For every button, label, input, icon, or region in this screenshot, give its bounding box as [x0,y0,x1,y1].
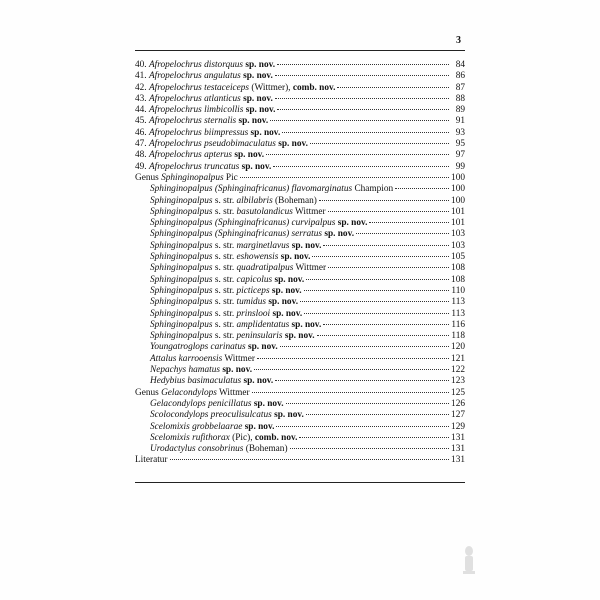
toc-entry [135,150,465,161]
toc-entry [135,207,465,218]
toc-entry-title-part: sp. nov. [271,285,302,296]
toc-entry-page: 93 [455,127,465,138]
toc-entry-title-part: Afropelochrus distorquus [148,60,244,70]
toc-entry-title-part: Literatur [135,455,168,466]
toc-entry-title [135,128,280,139]
toc-entry-title-part: Sphinginopalpus [161,172,224,183]
toc-entry-title-part: capicolus [236,274,273,285]
toc-entry-title-part: prinslooi [236,308,271,319]
toc-entry [135,162,465,173]
toc-entry-title-part: Afropelochrus pseudobimaculatus [148,139,276,150]
toc-dot-leader [170,459,449,460]
toc-entry-title-part: sp. nov. [222,365,253,376]
toc-entry-title-part: Afropelochrus limbicollis [148,105,244,116]
toc-entry-title-part: (Wittmer), [249,82,293,93]
toc-entry-title [150,252,310,263]
toc-entry-title-part: sp. nov. [243,71,273,82]
toc-dot-leader [254,369,449,370]
toc-entry-page: 97 [455,150,465,161]
toc-entry [135,365,465,376]
toc-dot-leader [310,143,449,144]
toc-entry-title [150,410,304,421]
toc-entry-title-part: Afropelochrus apterus [148,150,233,161]
toc-entry-title [150,229,354,240]
toc-dot-leader [319,200,449,201]
toc-entry-page: 118 [451,331,465,342]
toc-entry-title-part: Afropelochrus angulatus [148,71,241,82]
toc-entry-title [150,275,304,286]
toc-entry [135,241,465,252]
toc-entry-title-part: sp. nov. [284,331,315,342]
toc-entry-title-part: Sphinginopalpus [150,308,213,319]
toc-dot-leader [323,324,449,325]
toc-entry-title [150,286,302,297]
toc-entry-title-part: sp. nov. [278,139,308,150]
toc-dot-leader [286,403,449,404]
toc-entry-title-part: Wittmer [293,263,327,274]
toc-entry-title-part: s. str. [212,195,237,206]
toc-entry-page: 99 [455,161,465,172]
toc-dot-leader [304,290,449,291]
toc-entry [135,196,465,207]
toc-entry-title [150,342,278,353]
toc-entry-page: 110 [451,285,465,296]
toc-entry [135,320,465,331]
toc-entry [135,218,465,229]
toc-entry-title [150,399,284,410]
toc-entry-title-part: Sphinginopalpus (Sphinginafricanus) flavomarginatus [150,184,353,195]
toc-entry-title-part: 42. [135,82,149,93]
toc-entry-title-part: sp. nov. [245,60,276,70]
toc-entry-title-part: 49. [135,161,149,172]
toc-entry-page: 101 [451,206,465,217]
toc-entry-title [135,388,250,399]
toc-entry-title [150,218,367,229]
toc-entry-title [150,196,317,207]
toc-entry-page: 131 [451,455,465,466]
toc-entry-page: 123 [451,376,465,387]
toc-entry [135,83,465,94]
toc-entry-title-part: sp. nov. [337,218,368,229]
toc-entry [135,297,465,308]
toc-entry-title-part: amplidentatus [236,319,290,330]
toc-entry-page: 113 [451,308,465,319]
toc-entry-title-part: s. str. [212,274,237,285]
toc-entry-title-part: peninsularis [236,331,283,342]
toc-entry [135,139,465,150]
toc-entry-title-part: sp. nov. [291,240,322,251]
toc-entry-page: 121 [451,353,465,364]
toc-entry-title-part: Wittmer [216,387,250,398]
toc-entry-title [135,71,273,82]
toc-dot-leader [395,188,449,189]
toc-entry-title-part: sp. nov. [280,252,311,263]
toc-entry-title-part: Sphinginopalpus [150,206,213,217]
toc-entry-title [150,433,297,444]
toc-dot-leader [277,109,449,110]
toc-entry [135,331,465,342]
toc-dot-leader [328,211,449,212]
toc-entry-page: 105 [451,252,465,263]
toc-entry-title-part: 41. [135,71,149,82]
toc-entry-title [150,365,252,376]
toc-entry-title-part: s. str. [212,263,237,274]
toc-entry-title-part: Scelomixis rufithorax [150,432,230,443]
toc-entry-title-part: Sphinginopalpus [150,252,213,263]
toc-entry-title [150,263,326,274]
toc-dot-leader [323,245,449,246]
toc-entry-page: 125 [451,387,465,398]
toc-entry-page: 86 [455,71,465,82]
toc-entry-title-part: sp. nov. [243,93,273,104]
toc-entry [135,410,465,421]
toc-entry-title-part: sp. nov. [272,308,303,319]
toc-entry-title-part: (Boheman) [243,444,288,455]
toc-entry-title [135,139,308,150]
toc-entry-title-part: sp. nov. [243,376,274,387]
toc-entry [135,388,465,399]
toc-entry-title-part: Sphinginopalpus [150,297,213,308]
toc-entry-title [135,105,275,116]
toc-entry [135,105,465,116]
toc-dot-leader [275,75,449,76]
toc-entry-title-part: comb. nov. [254,432,298,443]
toc-dot-leader [280,346,449,347]
toc-dot-leader [337,87,449,88]
toc-entry-title-part: Wittmer [222,353,255,364]
toc-entry-title [135,116,268,127]
toc-entry [135,60,465,71]
toc-entry-page: 113 [451,297,465,308]
page-number: 3 [456,35,461,46]
toc-entry [135,128,465,139]
toc-entry-title-part: sp. nov. [253,398,284,409]
toc-entry [135,116,465,127]
toc-entry-title-part: sp. nov. [241,161,272,172]
toc-entry [135,444,465,455]
toc-entry-title-part: Scolocondylops preoculisulcatus [150,410,272,421]
toc-dot-leader [270,120,449,121]
toc-dot-leader [300,301,449,302]
toc-entry-title-part: 44. [135,105,149,116]
toc-entry-title [135,150,264,161]
toc-entry-title-part: 40. [135,60,149,70]
toc-entry-title-part: picticeps [236,285,270,296]
toc-entry [135,455,465,466]
toc-entry-title-part: Pic [223,172,238,183]
toc-entry-page: 108 [451,263,465,274]
toc-entry-page: 116 [451,319,465,330]
toc-entry-page: 126 [451,398,465,409]
toc-dot-leader [304,313,449,314]
toc-entry-title-part: Gelacondylops [161,387,217,398]
toc-dot-leader [277,64,449,65]
toc-entry-page: 131 [451,432,465,443]
toc-dot-leader [276,426,449,427]
toc-entry-title [150,331,315,342]
toc-entry [135,342,465,353]
toc-entry [135,263,465,274]
toc-dot-leader [356,233,449,234]
toc-entry-page: 122 [451,365,465,376]
toc-entry-title-part: Hedybius basimaculatus [150,376,242,387]
toc-dot-leader [369,222,449,223]
toc-dot-leader [312,256,449,257]
toc-entry-title-part: Genus [135,172,162,183]
toc-entry-title-part: s. str. [212,319,237,330]
toc-entry [135,286,465,297]
toc-entry-title-part: Attalus karrooensis [150,353,223,364]
toc-entry-title-part: Sphinginopalpus [150,319,213,330]
toc-entry-title [150,207,326,218]
toc-entry-title-part: Scelomixis grobbelaarae [150,421,243,432]
toc-entry-title-part: Youngatroglops carinatus [150,342,246,353]
toc-dot-leader [275,98,449,99]
toc-entry-title-part: Champion [352,184,394,195]
toc-entry-title-part: Wittmer [292,206,326,217]
toc-entry-title-part: basutolandicus [236,206,293,217]
toc-entry-title [135,173,238,184]
toc-dot-leader [306,279,449,280]
toc-entry-title [150,297,298,308]
toc-entry-title [150,184,393,195]
toc-entry [135,229,465,240]
toc-entry-title [135,162,271,173]
header-rule [135,50,465,51]
toc-entry-page: 101 [451,218,465,229]
toc-entry-title-part: 43. [135,93,149,104]
bottom-rule [135,482,465,483]
toc-entry-page: 131 [451,444,465,455]
toc-entry-title-part: Sphinginopalpus [150,195,213,206]
toc-entry-title-part: s. str. [212,297,237,308]
toc-entry [135,433,465,444]
toc-entry-title-part: Sphinginopalpus (Sphinginafricanus) curvipalpus [150,218,336,229]
toc-entry-title-part: Afropelochrus atlanticus [148,93,241,104]
toc-entry-title-part: Afropelochrus biimpressus [148,127,249,138]
toc-entry-title [135,83,335,94]
toc-entry-title-part: s. str. [212,252,237,263]
toc-entry [135,376,465,387]
toc-entry [135,422,465,433]
toc-entry-title-part: Gelacondylops penicillatus [150,398,252,409]
toc-entry [135,354,465,365]
toc-entry [135,275,465,286]
toc-entry-title-part: sp. nov. [244,421,275,432]
toc-entry-title-part: sp. nov. [247,342,278,353]
toc-dot-leader [290,448,449,449]
toc-dot-leader [240,177,449,178]
toc-entry-title-part: Sphinginopalpus [150,331,213,342]
toc-entry-title-part: tumidus [236,297,266,308]
emblem-icon [462,545,476,575]
toc-entry [135,71,465,82]
toc-entry-title-part: sp. nov. [274,274,305,285]
table-of-contents [135,60,465,467]
toc-entry-title-part: 47. [135,139,149,150]
toc-entry-title-part: 46. [135,127,149,138]
toc-entry-page: 108 [451,274,465,285]
toc-entry-title-part: Genus [135,387,162,398]
toc-entry-title-part: Afropelochrus truncatus [148,161,240,172]
toc-entry-title-part: Afropelochrus testaceiceps [148,82,250,93]
toc-entry-title-part: 45. [135,116,149,127]
toc-entry-title-part: comb. nov. [292,82,336,93]
toc-entry-title-part: Sphinginopalpus [150,240,213,251]
toc-entry-title-part: s. str. [212,240,237,251]
toc-entry-title [150,376,273,387]
toc-entry-title [150,354,255,365]
toc-entry-title [135,60,275,71]
toc-entry [135,184,465,195]
toc-entry [135,94,465,105]
toc-entry [135,173,465,184]
toc-entry-page: 89 [455,105,465,116]
toc-dot-leader [282,132,449,133]
toc-entry-title-part: sp. nov. [245,105,276,116]
toc-entry-title [150,320,321,331]
toc-entry-page: 100 [451,172,465,183]
toc-dot-leader [252,392,449,393]
toc-dot-leader [257,358,449,359]
toc-entry-title-part: (Boheman) [272,195,317,206]
toc-entry-title [150,309,302,320]
toc-entry-title-part: quadratipalpus [236,263,294,274]
toc-entry-page: 100 [451,195,465,206]
toc-dot-leader [275,380,449,381]
toc-entry-title-part: 48. [135,150,149,161]
toc-entry-title-part: (Pic), [229,432,255,443]
toc-entry-title-part: s. str. [212,285,237,296]
toc-entry-page: 129 [451,421,465,432]
toc-entry-title-part: s. str. [212,331,237,342]
toc-entry [135,252,465,263]
toc-entry-title-part: Afropelochrus sternalis [148,116,237,127]
toc-entry-title-part: sp. nov. [238,116,269,127]
toc-entry-page: 91 [455,116,465,127]
toc-entry-page: 88 [455,93,465,104]
toc-entry-title-part: Sphinginopalpus [150,263,213,274]
toc-entry-page: 95 [455,139,465,150]
toc-entry-title-part: sp. nov. [324,229,355,240]
toc-entry-title-part: Sphinginopalpus (Sphinginafricanus) serratus [150,229,322,240]
toc-entry-title-part: Urodactylus consobrinus [150,444,244,455]
toc-entry-title-part: s. str. [212,206,237,217]
toc-entry-title-part: sp. nov. [234,150,265,161]
toc-entry-title-part: eshowensis [236,252,279,263]
toc-dot-leader [273,166,449,167]
toc-dot-leader [299,437,449,438]
toc-entry-page: 103 [451,240,465,251]
toc-dot-leader [328,267,449,268]
toc-entry-title-part: sp. nov. [291,319,322,330]
toc-entry-page: 127 [451,410,465,421]
toc-entry-title [150,444,288,455]
toc-entry-title-part: sp. nov. [274,410,304,421]
toc-entry-title-part: Sphinginopalpus [150,274,213,285]
toc-entry-title [150,422,274,433]
toc-entry-page: 100 [451,184,465,195]
toc-dot-leader [317,335,449,336]
toc-entry-title-part: sp. nov. [268,297,299,308]
toc-entry-page: 87 [455,82,465,93]
toc-entry [135,309,465,320]
toc-entry-page: 120 [451,342,465,353]
toc-entry-title-part: s. str. [212,308,237,319]
toc-entry-page: 103 [451,229,465,240]
toc-entry [135,399,465,410]
toc-dot-leader [266,154,449,155]
toc-entry-title [135,455,168,466]
toc-entry-title-part: Sphinginopalpus [150,285,213,296]
toc-dot-leader [306,414,449,415]
toc-entry-title-part: marginetlavus [236,240,290,251]
toc-entry-page: 84 [455,60,465,70]
toc-entry-title-part: albilabris [236,195,273,206]
toc-entry-title-part: sp. nov. [250,127,281,138]
toc-entry-title-part: Nepachys hamatus [150,365,220,376]
toc-entry-title [135,94,273,105]
toc-entry-title [150,241,321,252]
